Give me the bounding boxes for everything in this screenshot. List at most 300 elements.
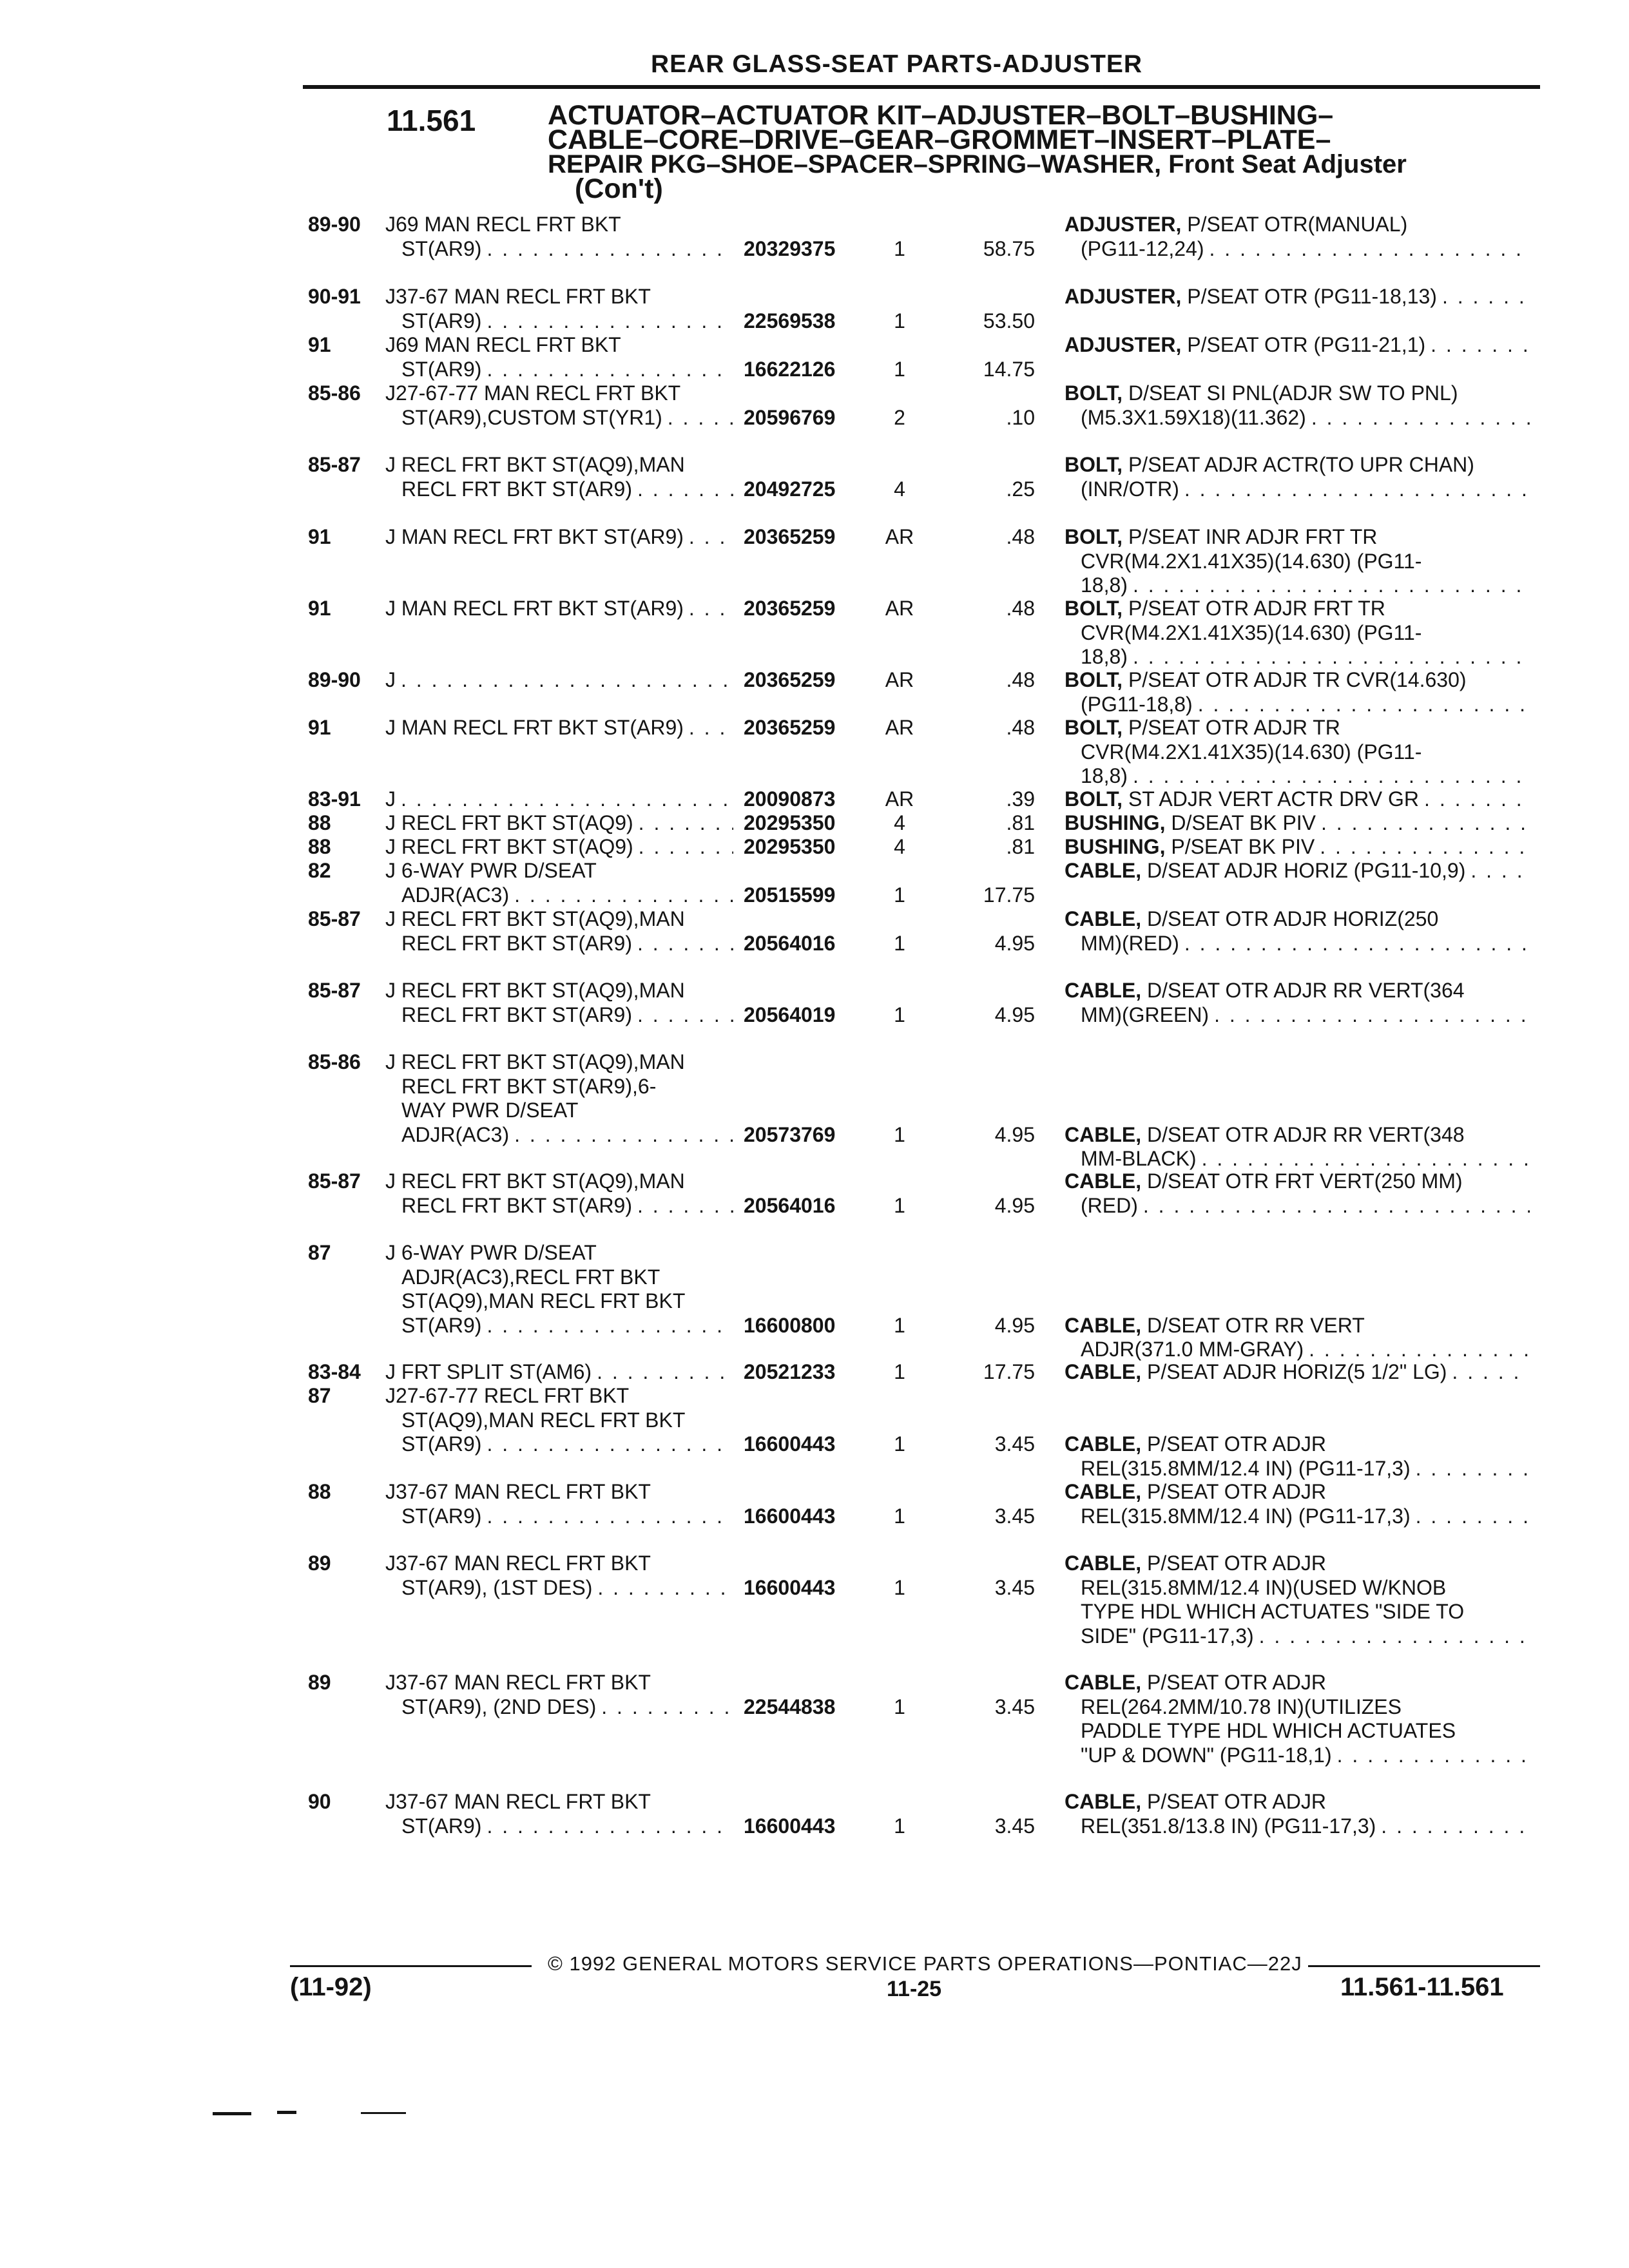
dot-leader	[401, 787, 733, 812]
dot-leader	[668, 406, 733, 430]
description-line: BUSHING, P/SEAT BK PIV	[1065, 835, 1315, 858]
quantity: AR	[885, 787, 914, 811]
model-years: 91	[308, 716, 331, 739]
quantity: 1	[894, 236, 905, 260]
unit-price: 4.95	[994, 1193, 1035, 1217]
description-line: TYPE HDL WHICH ACTUATES "SIDE TO	[1081, 1600, 1465, 1623]
model-years: 87	[308, 1241, 331, 1264]
description-line: "UP & DOWN" (PG11-18,1)	[1081, 1743, 1332, 1767]
application-line: RECL FRT BKT ST(AR9)	[401, 1193, 632, 1217]
part-description	[1065, 333, 1530, 358]
model-years: 90	[308, 1790, 331, 1813]
application-line: J RECL FRT BKT ST(AQ9),MAN	[385, 907, 685, 930]
part-number: 20573769	[744, 1122, 836, 1146]
application-line: RECL FRT BKT ST(AR9)	[401, 1003, 632, 1026]
application-description	[385, 1384, 733, 1457]
description-line: BOLT, P/SEAT OTR ADJR TR	[1065, 716, 1340, 739]
part-number: 20090873	[744, 787, 836, 811]
part-description	[1065, 979, 1530, 1027]
description-line: BUSHING, D/SEAT BK PIV	[1065, 811, 1316, 834]
description-line: ADJUSTER, P/SEAT OTR(MANUAL)	[1065, 213, 1408, 236]
part-description	[1065, 668, 1530, 716]
application-line: ST(AQ9),MAN RECL FRT BKT	[401, 1408, 686, 1432]
unit-price: 58.75	[983, 236, 1035, 260]
description-line: REL(315.8MM/12.4 IN) (PG11-17,3)	[1081, 1456, 1411, 1480]
unit-price: 17.75	[983, 883, 1035, 907]
quantity: 4	[894, 835, 905, 858]
dot-leader	[1184, 477, 1530, 502]
description-line: MM-BLACK)	[1081, 1147, 1197, 1170]
application-description	[385, 597, 733, 621]
dot-leader	[637, 477, 733, 502]
section-title-line: (Con't)	[575, 173, 663, 204]
part-number: 20365259	[744, 716, 836, 739]
dot-leader	[637, 1003, 733, 1028]
dot-leader	[689, 716, 733, 740]
description-line: PADDLE TYPE HDL WHICH ACTUATES	[1081, 1719, 1456, 1742]
application-description	[385, 1241, 733, 1338]
description-line: CABLE, P/SEAT ADJR HORIZ(5 1/2" LG)	[1065, 1360, 1447, 1383]
quantity: 1	[894, 931, 905, 955]
model-years: 90-91	[308, 285, 361, 308]
quantity: 1	[894, 1360, 905, 1383]
application-line: J RECL FRT BKT ST(AQ9)	[385, 835, 633, 858]
part-number: 20521233	[744, 1360, 836, 1383]
description-line: CABLE, D/SEAT ADJR HORIZ (PG11-10,9)	[1065, 859, 1466, 882]
unit-price: 3.45	[994, 1575, 1035, 1599]
dot-leader	[487, 237, 733, 262]
application-description	[385, 453, 733, 501]
application-line: ADJR(AC3),RECL FRT BKT	[401, 1265, 660, 1289]
dot-leader	[401, 668, 733, 693]
part-number: 20365259	[744, 525, 836, 548]
dot-leader	[1320, 835, 1530, 860]
quantity: 1	[894, 1575, 905, 1599]
dot-leader	[487, 1432, 733, 1457]
section-number: 11.561	[387, 104, 476, 137]
part-description	[1065, 859, 1530, 883]
application-description	[385, 1050, 733, 1147]
part-number: 20295350	[744, 835, 836, 858]
dot-leader	[597, 1360, 733, 1385]
description-line: CABLE, D/SEAT OTR FRT VERT(250 MM)	[1065, 1169, 1463, 1193]
quantity: 2	[894, 405, 905, 429]
part-description	[1065, 835, 1530, 860]
description-line: 18,8)	[1081, 645, 1128, 668]
part-description	[1065, 1671, 1530, 1767]
application-line: J MAN RECL FRT BKT ST(AR9)	[385, 597, 684, 620]
application-description	[385, 381, 733, 430]
application-line: J MAN RECL FRT BKT ST(AR9)	[385, 716, 684, 739]
description-line: (PG11-18,8)	[1081, 692, 1193, 716]
page-title: REAR GLASS-SEAT PARTS-ADJUSTER	[651, 50, 1143, 78]
part-description	[1065, 1480, 1530, 1528]
application-line: J	[385, 787, 396, 811]
description-line: BOLT, P/SEAT INR ADJR FRT TR	[1065, 525, 1378, 548]
description-line: BOLT, ST ADJR VERT ACTR DRV GR	[1065, 787, 1420, 811]
part-number: 20515599	[744, 883, 836, 907]
description-line: CABLE, D/SEAT OTR ADJR RR VERT(364	[1065, 979, 1465, 1002]
application-line: J RECL FRT BKT ST(AQ9)	[385, 811, 633, 834]
part-number: 16600443	[744, 1814, 836, 1838]
application-line: ST(AR9)	[401, 236, 482, 260]
model-years: 89-90	[308, 668, 361, 691]
unit-price: .81	[1006, 835, 1035, 858]
quantity: 1	[894, 1432, 905, 1456]
part-number: 20564016	[744, 931, 836, 955]
model-years: 85-86	[308, 381, 361, 405]
part-description	[1065, 811, 1530, 836]
part-number: 20564019	[744, 1003, 836, 1026]
dot-leader	[1311, 406, 1530, 430]
description-line: SIDE" (PG11-17,3)	[1081, 1624, 1254, 1648]
dot-leader	[1381, 1814, 1530, 1839]
quantity: 1	[894, 1504, 905, 1528]
description-line: BOLT, P/SEAT OTR ADJR FRT TR	[1065, 597, 1385, 620]
application-line: ST(AQ9),MAN RECL FRT BKT	[401, 1289, 686, 1312]
quantity: AR	[885, 716, 914, 739]
dot-leader	[1133, 573, 1530, 598]
scan-smudge	[277, 2111, 296, 2114]
model-years: 91	[308, 597, 331, 620]
application-line: J RECL FRT BKT ST(AQ9),MAN	[385, 453, 685, 476]
description-line: 18,8)	[1081, 573, 1128, 597]
unit-price: 3.45	[994, 1814, 1035, 1838]
part-description	[1065, 716, 1530, 789]
unit-price: .81	[1006, 811, 1035, 834]
dot-leader	[487, 358, 733, 382]
application-description	[385, 907, 733, 956]
unit-price: .39	[1006, 787, 1035, 811]
application-line: ST(AR9), (1ST DES)	[401, 1575, 593, 1599]
unit-price: 3.45	[994, 1504, 1035, 1528]
unit-price: 4.95	[994, 1003, 1035, 1026]
unit-price: .48	[1006, 525, 1035, 548]
application-line: J 6-WAY PWR D/SEAT	[385, 859, 597, 882]
unit-price: .48	[1006, 716, 1035, 739]
quantity: 1	[894, 1695, 905, 1718]
part-number: 20492725	[744, 477, 836, 501]
description-line: (M5.3X1.59X18)(11.362)	[1081, 405, 1306, 429]
part-description	[1065, 525, 1530, 598]
footer-rule-left	[290, 1965, 532, 1967]
application-description	[385, 285, 733, 333]
part-number: 16600800	[744, 1313, 836, 1337]
part-number: 20365259	[744, 597, 836, 620]
model-years: 85-87	[308, 1169, 361, 1193]
model-years: 87	[308, 1384, 331, 1407]
part-number: 20564016	[744, 1193, 836, 1217]
footer-rule-right	[1308, 1965, 1540, 1967]
description-line: CABLE, P/SEAT OTR ADJR	[1065, 1432, 1326, 1456]
dot-leader	[514, 1123, 733, 1148]
unit-price: 3.45	[994, 1695, 1035, 1718]
application-line: ADJR(AC3)	[401, 883, 510, 907]
application-line: ST(AR9)	[401, 1504, 482, 1528]
footer-page-number: 11-25	[887, 1977, 942, 2001]
application-line: ST(AR9)	[401, 309, 482, 332]
model-years: 89-90	[308, 213, 361, 236]
description-line: CABLE, P/SEAT OTR ADJR	[1065, 1480, 1326, 1503]
model-years: 85-87	[308, 453, 361, 476]
model-years: 91	[308, 525, 331, 548]
part-description	[1065, 213, 1530, 261]
quantity: 1	[894, 357, 905, 381]
part-description	[1065, 597, 1530, 669]
unit-price: 4.95	[994, 931, 1035, 955]
application-line: RECL FRT BKT ST(AR9),6-	[401, 1074, 657, 1098]
application-line: J69 MAN RECL FRT BKT	[385, 333, 621, 356]
quantity: AR	[885, 597, 914, 620]
application-description	[385, 787, 733, 812]
application-line: J RECL FRT BKT ST(AQ9),MAN	[385, 1050, 685, 1073]
application-line: J 6-WAY PWR D/SEAT	[385, 1241, 597, 1264]
part-description	[1065, 381, 1530, 430]
model-years: 89	[308, 1671, 331, 1694]
description-line: CABLE, P/SEAT OTR ADJR	[1065, 1671, 1326, 1694]
quantity: 1	[894, 1003, 905, 1026]
dot-leader	[639, 811, 733, 836]
footer-date: (11-92)	[290, 1973, 372, 2001]
application-description	[385, 1552, 733, 1600]
application-line: ST(AR9),CUSTOM ST(YR1)	[401, 405, 662, 429]
description-line: ADJUSTER, P/SEAT OTR (PG11-18,13)	[1065, 285, 1437, 308]
dot-leader	[1309, 1338, 1530, 1362]
description-line: BOLT, P/SEAT ADJR ACTR(TO UPR CHAN)	[1065, 453, 1474, 476]
dot-leader	[601, 1695, 733, 1720]
application-description	[385, 835, 733, 860]
application-description	[385, 668, 733, 693]
dot-leader	[514, 883, 733, 908]
application-description	[385, 716, 733, 740]
description-line: MM)(RED)	[1081, 931, 1179, 955]
description-line: MM)(GREEN)	[1081, 1003, 1210, 1026]
dot-leader	[1259, 1624, 1530, 1649]
unit-price: 3.45	[994, 1432, 1035, 1456]
unit-price: .48	[1006, 668, 1035, 691]
part-description	[1065, 787, 1530, 812]
part-number: 16600443	[744, 1432, 836, 1456]
quantity: 4	[894, 811, 905, 834]
unit-price: .10	[1006, 405, 1035, 429]
dot-leader	[689, 525, 733, 550]
part-description	[1065, 1241, 1530, 1362]
application-description	[385, 213, 733, 261]
quantity: AR	[885, 525, 914, 548]
part-description	[1065, 1050, 1530, 1171]
dot-leader	[1416, 1457, 1530, 1481]
unit-price: 17.75	[983, 1360, 1035, 1383]
dot-leader	[597, 1576, 733, 1600]
section-title-line: ACTUATOR–ACTUATOR KIT–ADJUSTER–BOLT–BUSHING–	[548, 100, 1334, 131]
application-description	[385, 1480, 733, 1528]
application-line: ADJR(AC3)	[401, 1122, 510, 1146]
dot-leader	[1198, 693, 1530, 717]
description-line: CABLE, D/SEAT OTR ADJR RR VERT(348	[1065, 1122, 1465, 1146]
dot-leader	[1184, 932, 1530, 956]
application-line: J FRT SPLIT ST(AM6)	[385, 1360, 592, 1383]
description-line: REL(264.2MM/10.78 IN)(UTILIZES	[1081, 1695, 1402, 1718]
part-number: 20365259	[744, 668, 836, 691]
application-line: J RECL FRT BKT ST(AQ9),MAN	[385, 1169, 685, 1193]
application-description	[385, 1169, 733, 1218]
application-line: J37-67 MAN RECL FRT BKT	[385, 1480, 651, 1503]
part-description	[1065, 1790, 1530, 1838]
application-line: J37-67 MAN RECL FRT BKT	[385, 1671, 651, 1694]
part-number: 16600443	[744, 1575, 836, 1599]
application-line: J RECL FRT BKT ST(AQ9),MAN	[385, 979, 685, 1002]
application-line: RECL FRT BKT ST(AR9)	[401, 477, 632, 501]
dot-leader	[1133, 645, 1530, 669]
dot-leader	[637, 932, 733, 956]
application-line: ST(AR9)	[401, 357, 482, 381]
description-line: REL(315.8MM/12.4 IN)(USED W/KNOB	[1081, 1575, 1447, 1599]
title-rule	[303, 85, 1540, 89]
model-years: 82	[308, 859, 331, 882]
part-description	[1065, 1169, 1530, 1218]
unit-price: .48	[1006, 597, 1035, 620]
description-line: ADJR(371.0 MM-GRAY)	[1081, 1338, 1304, 1361]
application-line: J27-67-77 RECL FRT BKT	[385, 1384, 630, 1407]
dot-leader	[1202, 1147, 1530, 1171]
dot-leader	[1143, 1194, 1530, 1218]
description-line: (RED)	[1081, 1193, 1138, 1217]
application-description	[385, 525, 733, 550]
part-number: 22569538	[744, 309, 836, 332]
quantity: AR	[885, 668, 914, 691]
part-description	[1065, 453, 1530, 501]
description-line: CVR(M4.2X1.41X35)(14.630) (PG11-	[1081, 740, 1422, 764]
quantity: 4	[894, 477, 905, 501]
model-years: 85-87	[308, 979, 361, 1002]
model-years: 83-91	[308, 787, 361, 811]
application-line: J37-67 MAN RECL FRT BKT	[385, 1552, 651, 1575]
quantity: 1	[894, 1313, 905, 1337]
application-description	[385, 859, 733, 907]
footer-section-range: 11.561-11.561	[1340, 1973, 1504, 2001]
description-line: CVR(M4.2X1.41X35)(14.630) (PG11-	[1081, 549, 1422, 573]
description-line: REL(351.8/13.8 IN) (PG11-17,3)	[1081, 1814, 1376, 1838]
unit-price: .25	[1006, 477, 1035, 501]
quantity: 1	[894, 309, 905, 332]
application-line: J	[385, 668, 396, 691]
part-description	[1065, 1552, 1530, 1648]
dot-leader	[1321, 811, 1530, 836]
dot-leader	[1431, 333, 1530, 358]
part-number: 22544838	[744, 1695, 836, 1718]
description-line: ADJUSTER, P/SEAT OTR (PG11-21,1)	[1065, 333, 1426, 356]
scan-smudge	[213, 2112, 251, 2115]
dot-leader	[639, 835, 733, 860]
unit-price: 4.95	[994, 1313, 1035, 1337]
model-years: 83-84	[308, 1360, 361, 1383]
description-line: CVR(M4.2X1.41X35)(14.630) (PG11-	[1081, 620, 1422, 644]
part-description	[1065, 907, 1530, 956]
description-line: CABLE, P/SEAT OTR ADJR	[1065, 1552, 1326, 1575]
dot-leader	[487, 1314, 733, 1338]
model-years: 88	[308, 1480, 331, 1503]
model-years: 91	[308, 333, 331, 356]
dot-leader	[1214, 1003, 1530, 1028]
unit-price: 14.75	[983, 357, 1035, 381]
part-description	[1065, 1360, 1530, 1385]
dot-leader	[689, 597, 733, 621]
application-description	[385, 1360, 733, 1385]
unit-price: 4.95	[994, 1122, 1035, 1146]
dot-leader	[1424, 787, 1530, 812]
application-line: J37-67 MAN RECL FRT BKT	[385, 1790, 651, 1813]
application-description	[385, 333, 733, 381]
application-description	[385, 1790, 733, 1838]
description-line: (PG11-12,24)	[1081, 236, 1204, 260]
application-line: RECL FRT BKT ST(AR9)	[401, 931, 632, 955]
dot-leader	[1442, 285, 1530, 309]
application-line: J37-67 MAN RECL FRT BKT	[385, 285, 651, 308]
section-title	[548, 100, 1540, 204]
dot-leader	[1452, 1360, 1530, 1385]
dot-leader	[487, 309, 733, 334]
application-line: ST(AR9)	[401, 1313, 482, 1337]
part-description	[1065, 1384, 1530, 1481]
part-description	[1065, 285, 1530, 309]
part-number: 20329375	[744, 236, 836, 260]
quantity: 1	[894, 1193, 905, 1217]
application-line: WAY PWR D/SEAT	[401, 1099, 579, 1122]
part-number: 16600443	[744, 1504, 836, 1528]
section-title-line: REPAIR PKG–SHOE–SPACER–SPRING–WASHER, Front Seat Adjuster	[548, 150, 1407, 178]
application-line: J MAN RECL FRT BKT ST(AR9)	[385, 525, 684, 548]
application-line: ST(AR9), (2ND DES)	[401, 1695, 597, 1718]
quantity: 1	[894, 883, 905, 907]
application-line: J69 MAN RECL FRT BKT	[385, 213, 621, 236]
footer-credit: © 1992 GENERAL MOTORS SERVICE PARTS OPERATIONS—PONTIAC—22J	[548, 1952, 1302, 1975]
description-line: CABLE, D/SEAT OTR RR VERT	[1065, 1313, 1365, 1337]
section-title-line: CABLE–CORE–DRIVE–GEAR–GROMMET–INSERT–PLATE–	[548, 124, 1331, 155]
application-description	[385, 811, 733, 836]
description-line: CABLE, D/SEAT OTR ADJR HORIZ(250	[1065, 907, 1439, 930]
part-number: 20596769	[744, 405, 836, 429]
description-line: REL(315.8MM/12.4 IN) (PG11-17,3)	[1081, 1504, 1411, 1528]
model-years: 89	[308, 1552, 331, 1575]
part-number: 20295350	[744, 811, 836, 834]
part-number: 16622126	[744, 357, 836, 381]
quantity: 1	[894, 1122, 905, 1146]
application-description	[385, 979, 733, 1027]
quantity: 1	[894, 1814, 905, 1838]
dot-leader	[487, 1814, 733, 1839]
application-description	[385, 1671, 733, 1719]
model-years: 85-86	[308, 1050, 361, 1073]
application-line: ST(AR9)	[401, 1432, 482, 1456]
dot-leader	[637, 1194, 733, 1218]
description-line: 18,8)	[1081, 764, 1128, 787]
dot-leader	[1416, 1504, 1530, 1529]
dot-leader	[1470, 859, 1530, 883]
model-years: 88	[308, 835, 331, 858]
dot-leader	[487, 1504, 733, 1529]
dot-leader	[1337, 1744, 1530, 1768]
application-line: J27-67-77 MAN RECL FRT BKT	[385, 381, 681, 405]
unit-price: 53.50	[983, 309, 1035, 332]
description-line: (INR/OTR)	[1081, 477, 1179, 501]
description-line: BOLT, P/SEAT OTR ADJR TR CVR(14.630)	[1065, 668, 1467, 691]
scan-smudge	[361, 2112, 406, 2114]
description-line: BOLT, D/SEAT SI PNL(ADJR SW TO PNL)	[1065, 381, 1458, 405]
dot-leader	[1210, 237, 1530, 262]
application-line: ST(AR9)	[401, 1814, 482, 1838]
model-years: 88	[308, 811, 331, 834]
model-years: 85-87	[308, 907, 361, 930]
